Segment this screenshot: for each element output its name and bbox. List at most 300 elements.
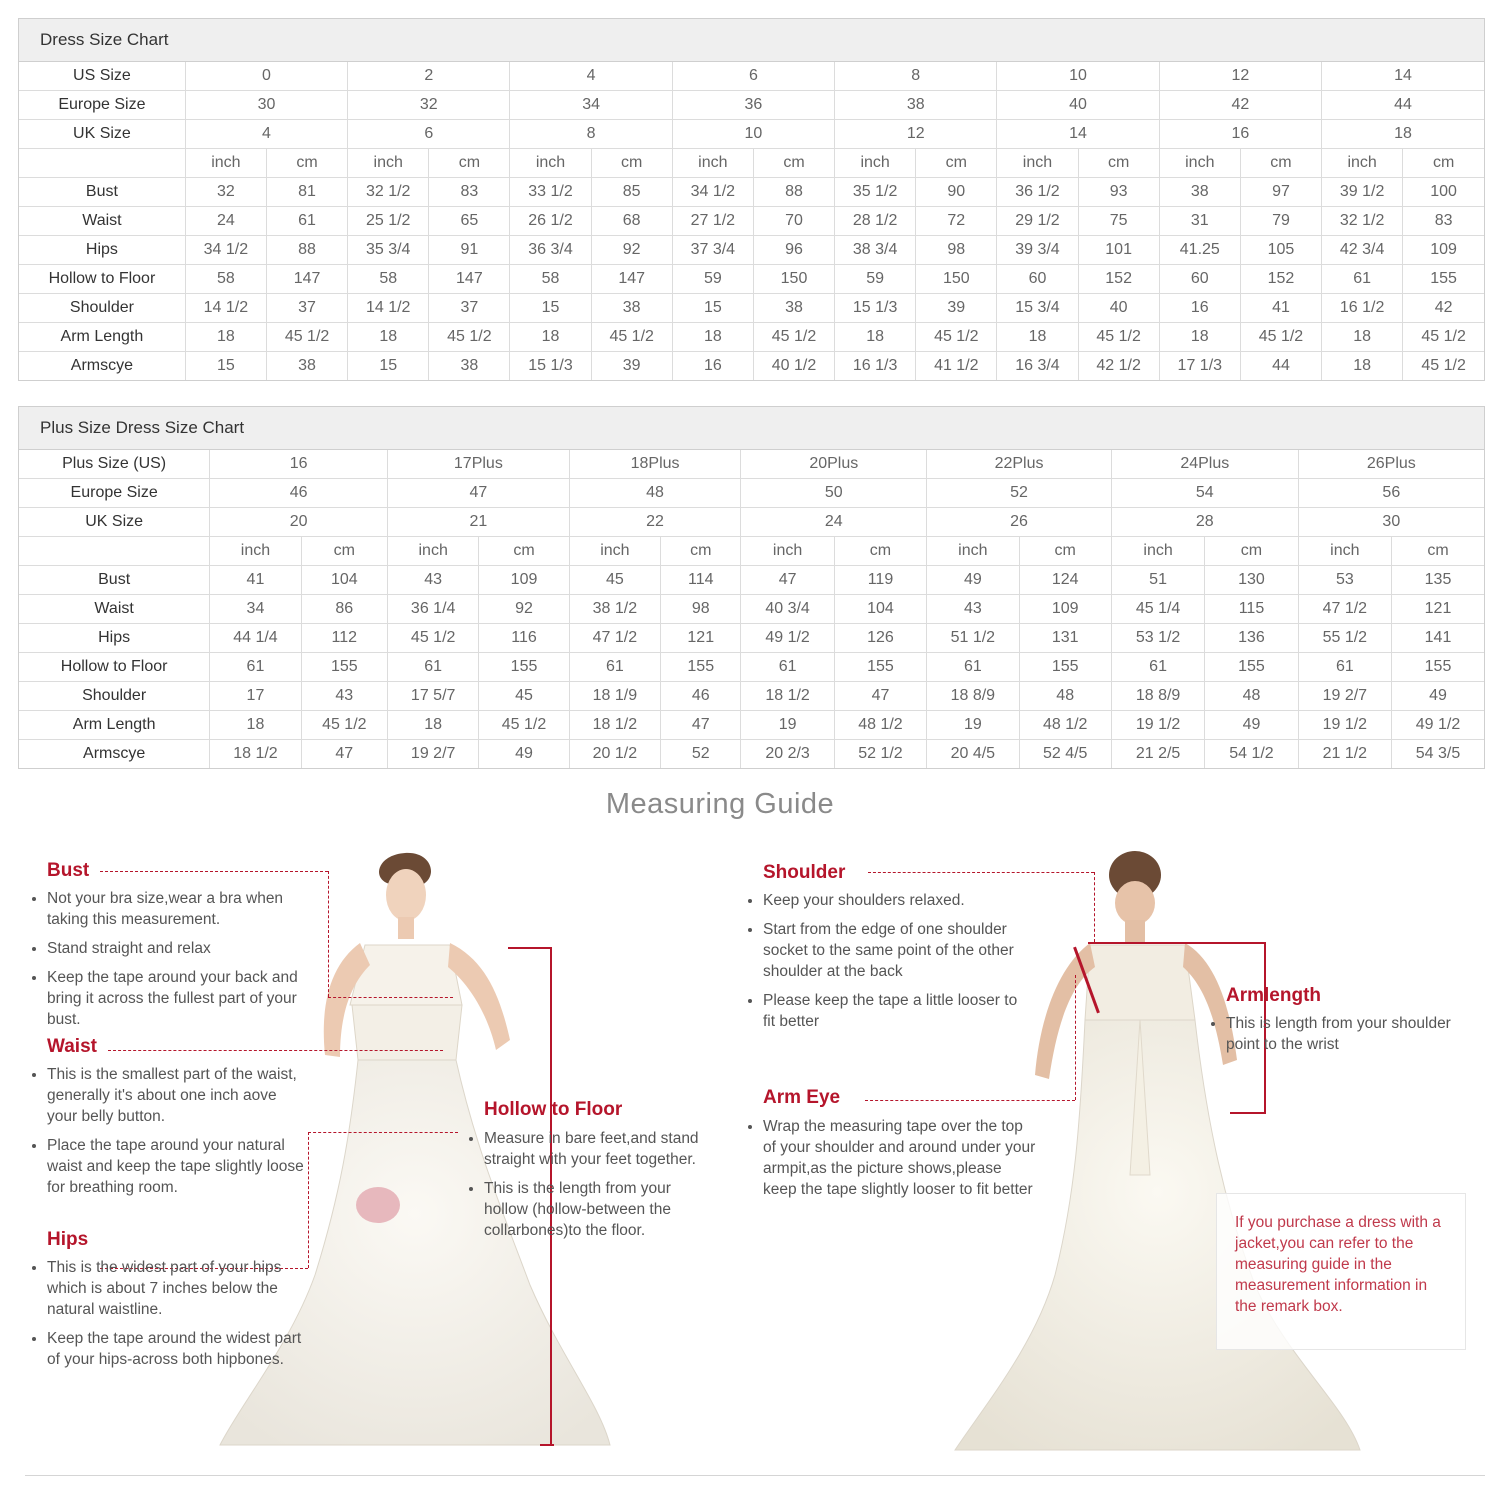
measure-cell: 48	[1019, 682, 1111, 711]
table-row	[19, 120, 1484, 149]
row-label: Hips	[19, 624, 210, 653]
measure-cell: 47 1/2	[1298, 595, 1391, 624]
measure-cell: 52	[661, 740, 741, 769]
guide-point: • This is the length from your hollow (hollow-between the collarbones)to the floor.	[484, 1178, 709, 1241]
measure-cell: 155	[834, 653, 926, 682]
measure-cell: 51 1/2	[927, 624, 1019, 653]
measure-cell: 18 1/2	[569, 711, 660, 740]
table-row	[19, 508, 1484, 537]
measure-cell: 115	[1205, 595, 1298, 624]
waist-title: Waist	[47, 1036, 97, 1057]
hollow-to-floor-bottom-tick	[540, 1444, 554, 1446]
row-label: Hips	[19, 236, 185, 265]
measure-cell: 15	[510, 294, 591, 323]
unit-cell: inch	[1322, 149, 1403, 178]
measure-cell: 19 1/2	[1111, 711, 1204, 740]
measure-cell: 121	[1392, 595, 1484, 624]
measure-cell: 54 3/5	[1392, 740, 1484, 769]
measure-cell: 18 1/2	[210, 740, 301, 769]
measure-cell: 45 1/2	[429, 323, 510, 352]
size-cell: 14	[997, 120, 1159, 149]
measure-cell: 109	[1403, 236, 1484, 265]
measure-cell: 39	[591, 352, 672, 381]
measure-cell: 14 1/2	[348, 294, 429, 323]
measure-cell: 45	[569, 566, 660, 595]
size-cell: 8	[835, 62, 997, 91]
measure-cell: 15 1/3	[510, 352, 591, 381]
table-row	[19, 236, 1484, 265]
measure-cell: 45 1/4	[1111, 595, 1204, 624]
measure-cell: 93	[1078, 178, 1159, 207]
measure-cell: 65	[429, 207, 510, 236]
measure-cell: 98	[916, 236, 997, 265]
hips-measure-line	[308, 1132, 458, 1133]
size-table	[19, 62, 1484, 380]
measure-cell: 48 1/2	[1019, 711, 1111, 740]
measure-cell: 33 1/2	[510, 178, 591, 207]
measure-cell: 61	[210, 653, 301, 682]
measure-cell: 38	[429, 352, 510, 381]
row-label: Hollow to Floor	[19, 265, 185, 294]
measure-cell: 38	[753, 294, 834, 323]
size-cell: 14	[1322, 62, 1484, 91]
measure-cell: 43	[301, 682, 387, 711]
remark-text: If you purchase a dress with a jacket,you can refer to the measuring guide in the measurement information in the remark box.	[1235, 1214, 1441, 1315]
measure-cell: 26 1/2	[510, 207, 591, 236]
measure-cell: 52 1/2	[834, 740, 926, 769]
row-label: Waist	[19, 595, 210, 624]
size-cell: 28	[1111, 508, 1298, 537]
table-row	[19, 740, 1484, 769]
armlength-top-tick	[1200, 942, 1266, 944]
measure-cell: 88	[753, 178, 834, 207]
measure-cell: 112	[301, 624, 387, 653]
measure-cell: 96	[753, 236, 834, 265]
measure-cell: 61	[266, 207, 347, 236]
guide-point: • Keep the tape around the widest part of your hips-across both hipbones.	[47, 1328, 312, 1370]
measure-cell: 92	[479, 595, 569, 624]
row-label: Plus Size (US)	[19, 450, 210, 479]
unit-row	[19, 537, 1484, 566]
measure-cell: 136	[1205, 624, 1298, 653]
guide-point: • Start from the edge of one shoulder socket to the same point of the other shoulder at the back	[763, 919, 1033, 982]
measure-cell: 20 2/3	[741, 740, 834, 769]
measure-cell: 155	[1403, 265, 1484, 294]
row-label: Waist	[19, 207, 185, 236]
guide-point: • This is the widest part of your hips which is about 7 inches below the natural waistline.	[47, 1257, 312, 1320]
measure-cell: 15 3/4	[997, 294, 1078, 323]
table-row	[19, 479, 1484, 508]
unit-cell: inch	[348, 149, 429, 178]
measure-cell: 79	[1240, 207, 1321, 236]
measure-cell: 41.25	[1159, 236, 1240, 265]
size-cell: 21	[387, 508, 569, 537]
bust-leader	[100, 871, 328, 872]
size-cell: 4	[185, 120, 347, 149]
measure-cell: 36 1/2	[997, 178, 1078, 207]
unit-cell: cm	[1240, 149, 1321, 178]
size-cell: 47	[387, 479, 569, 508]
size-cell: 36	[672, 91, 834, 120]
size-cell: 26Plus	[1298, 450, 1484, 479]
measure-cell: 34 1/2	[672, 178, 753, 207]
measure-cell: 45 1/2	[479, 711, 569, 740]
measure-cell: 18 8/9	[1111, 682, 1204, 711]
size-cell: 50	[741, 479, 927, 508]
row-label	[19, 537, 210, 566]
measure-cell: 37 3/4	[672, 236, 753, 265]
measure-cell: 155	[479, 653, 569, 682]
size-cell: 20Plus	[741, 450, 927, 479]
measure-cell: 45 1/2	[1240, 323, 1321, 352]
measure-cell: 18	[185, 323, 266, 352]
measure-cell: 39 3/4	[997, 236, 1078, 265]
waist-points	[29, 1064, 307, 1206]
measure-cell: 16 1/3	[835, 352, 916, 381]
measure-cell: 19	[741, 711, 834, 740]
measure-cell: 155	[661, 653, 741, 682]
measure-cell: 101	[1078, 236, 1159, 265]
measure-cell: 32 1/2	[1322, 207, 1403, 236]
measure-cell: 28 1/2	[835, 207, 916, 236]
measure-cell: 44 1/4	[210, 624, 301, 653]
bust-points	[29, 888, 307, 1038]
measure-cell: 155	[1205, 653, 1298, 682]
size-cell: 32	[348, 91, 510, 120]
plus-size-chart	[18, 406, 1485, 769]
measure-cell: 37	[429, 294, 510, 323]
measure-cell: 45 1/2	[387, 624, 478, 653]
measure-cell: 60	[997, 265, 1078, 294]
guide-point: • Measure in bare feet,and stand straight with your feet together.	[484, 1128, 709, 1170]
measure-cell: 17 1/3	[1159, 352, 1240, 381]
size-cell: 8	[510, 120, 672, 149]
measure-cell: 45 1/2	[1078, 323, 1159, 352]
measure-cell: 45 1/2	[753, 323, 834, 352]
measure-cell: 49	[927, 566, 1019, 595]
measure-cell: 15	[348, 352, 429, 381]
measure-cell: 16 3/4	[997, 352, 1078, 381]
row-label: Hollow to Floor	[19, 653, 210, 682]
measure-cell: 40	[1078, 294, 1159, 323]
table-row	[19, 566, 1484, 595]
measure-cell: 45 1/2	[266, 323, 347, 352]
table-row	[19, 294, 1484, 323]
bust-title: Bust	[47, 860, 90, 881]
measure-cell: 35 3/4	[348, 236, 429, 265]
unit-cell: cm	[661, 537, 741, 566]
measure-cell: 48 1/2	[834, 711, 926, 740]
waist-leader	[108, 1050, 443, 1051]
unit-row	[19, 149, 1484, 178]
measure-cell: 47	[741, 566, 834, 595]
measure-cell: 47 1/2	[569, 624, 660, 653]
size-cell: 54	[1111, 479, 1298, 508]
shoulder-leader	[868, 872, 1094, 873]
measure-cell: 49	[1205, 711, 1298, 740]
measure-cell: 152	[1078, 265, 1159, 294]
measure-cell: 45 1/2	[301, 711, 387, 740]
measure-cell: 19 2/7	[1298, 682, 1391, 711]
size-cell: 44	[1322, 91, 1484, 120]
shoulder-leader-vertical	[1094, 872, 1095, 942]
table-row	[19, 624, 1484, 653]
measure-cell: 48	[1205, 682, 1298, 711]
measure-cell: 126	[834, 624, 926, 653]
table-row	[19, 352, 1484, 381]
measure-cell: 155	[1392, 653, 1484, 682]
unit-cell: inch	[1111, 537, 1204, 566]
measure-cell: 83	[429, 178, 510, 207]
measure-cell: 34	[210, 595, 301, 624]
chart-title: Plus Size Dress Size Chart	[19, 407, 1484, 450]
shoulder-points	[745, 890, 1033, 1040]
measure-cell: 58	[185, 265, 266, 294]
measure-cell: 19 2/7	[387, 740, 478, 769]
measure-cell: 15	[672, 294, 753, 323]
table-row	[19, 323, 1484, 352]
measure-cell: 20 4/5	[927, 740, 1019, 769]
measure-cell: 124	[1019, 566, 1111, 595]
measure-cell: 16	[672, 352, 753, 381]
unit-cell: cm	[1205, 537, 1298, 566]
armlength-title: Armlength	[1226, 985, 1321, 1006]
measure-cell: 121	[661, 624, 741, 653]
measure-cell: 18	[1159, 323, 1240, 352]
size-cell: 46	[210, 479, 388, 508]
measure-cell: 18	[997, 323, 1078, 352]
measure-cell: 150	[753, 265, 834, 294]
measure-cell: 44	[1240, 352, 1321, 381]
measure-cell: 18	[210, 711, 301, 740]
measure-cell: 91	[429, 236, 510, 265]
measure-cell: 52 4/5	[1019, 740, 1111, 769]
row-label: Shoulder	[19, 294, 185, 323]
measure-cell: 61	[387, 653, 478, 682]
size-cell: 26	[927, 508, 1112, 537]
measure-cell: 97	[1240, 178, 1321, 207]
unit-cell: cm	[301, 537, 387, 566]
measure-cell: 61	[927, 653, 1019, 682]
measure-cell: 60	[1159, 265, 1240, 294]
measure-cell: 18 1/9	[569, 682, 660, 711]
size-cell: 12	[835, 120, 997, 149]
measure-cell: 130	[1205, 566, 1298, 595]
measure-cell: 49	[1392, 682, 1484, 711]
measure-cell: 104	[834, 595, 926, 624]
measure-cell: 61	[741, 653, 834, 682]
measure-cell: 17	[210, 682, 301, 711]
unit-cell: inch	[1159, 149, 1240, 178]
measure-cell: 88	[266, 236, 347, 265]
measure-cell: 100	[1403, 178, 1484, 207]
size-cell: 0	[185, 62, 347, 91]
size-cell: 4	[510, 62, 672, 91]
measure-cell: 152	[1240, 265, 1321, 294]
measure-cell: 81	[266, 178, 347, 207]
measure-cell: 155	[1019, 653, 1111, 682]
size-cell: 40	[997, 91, 1159, 120]
size-cell: 56	[1298, 479, 1484, 508]
measure-cell: 37	[266, 294, 347, 323]
measure-cell: 36 3/4	[510, 236, 591, 265]
size-cell: 12	[1159, 62, 1321, 91]
hips-points	[29, 1257, 312, 1378]
size-cell: 42	[1159, 91, 1321, 120]
table-row	[19, 265, 1484, 294]
chart-title: Dress Size Chart	[19, 19, 1484, 62]
measure-cell: 18	[1322, 352, 1403, 381]
measure-cell: 40 1/2	[753, 352, 834, 381]
size-cell: 34	[510, 91, 672, 120]
guide-point: • This is the smallest part of the waist, generally it's about one inch aove your belly button.	[47, 1064, 307, 1127]
row-label: US Size	[19, 62, 185, 91]
measure-cell: 61	[569, 653, 660, 682]
size-cell: 16	[1159, 120, 1321, 149]
row-label: Arm Length	[19, 323, 185, 352]
unit-cell: inch	[997, 149, 1078, 178]
measure-cell: 109	[1019, 595, 1111, 624]
arm-eye-points	[745, 1116, 1038, 1208]
unit-cell: cm	[916, 149, 997, 178]
measure-cell: 147	[591, 265, 672, 294]
size-cell: 22	[569, 508, 741, 537]
measure-cell: 18 1/2	[741, 682, 834, 711]
measure-cell: 38 3/4	[835, 236, 916, 265]
measure-cell: 59	[672, 265, 753, 294]
measure-cell: 18	[1322, 323, 1403, 352]
table-row	[19, 207, 1484, 236]
table-row	[19, 178, 1484, 207]
measure-cell: 19	[927, 711, 1019, 740]
measure-cell: 18	[348, 323, 429, 352]
row-label: Europe Size	[19, 91, 185, 120]
measure-cell: 34 1/2	[185, 236, 266, 265]
unit-cell: cm	[591, 149, 672, 178]
measure-cell: 75	[1078, 207, 1159, 236]
measure-cell: 32	[185, 178, 266, 207]
table-row	[19, 711, 1484, 740]
row-label: Arm Length	[19, 711, 210, 740]
measure-cell: 15 1/3	[835, 294, 916, 323]
measure-cell: 72	[916, 207, 997, 236]
shoulder-measure-line	[1088, 942, 1204, 944]
measure-cell: 42 1/2	[1078, 352, 1159, 381]
measure-cell: 43	[387, 566, 478, 595]
unit-cell: cm	[479, 537, 569, 566]
hips-title: Hips	[47, 1229, 89, 1250]
measure-cell: 61	[1298, 653, 1391, 682]
measure-cell: 16 1/2	[1322, 294, 1403, 323]
measure-cell: 27 1/2	[672, 207, 753, 236]
measure-cell: 68	[591, 207, 672, 236]
unit-cell: cm	[1403, 149, 1484, 178]
armlength-bottom-tick	[1230, 1112, 1266, 1114]
size-table	[19, 450, 1484, 768]
measure-cell: 18	[510, 323, 591, 352]
measure-cell: 92	[591, 236, 672, 265]
measure-cell: 86	[301, 595, 387, 624]
size-cell: 48	[569, 479, 741, 508]
guide-point: • Wrap the measuring tape over the top of your shoulder and around under your armpit,as the picture shows,please keep the tape slightly looser to fit better	[763, 1116, 1038, 1200]
size-cell: 30	[1298, 508, 1484, 537]
measure-cell: 147	[429, 265, 510, 294]
measure-cell: 141	[1392, 624, 1484, 653]
guide-point: • Keep your shoulders relaxed.	[763, 890, 1033, 911]
hollow-to-floor-points	[466, 1128, 709, 1249]
guide-point: • Please keep the tape a little looser to fit better	[763, 990, 1033, 1032]
unit-cell: inch	[1298, 537, 1391, 566]
measure-cell: 20 1/2	[569, 740, 660, 769]
table-row	[19, 450, 1484, 479]
measure-cell: 43	[927, 595, 1019, 624]
measure-cell: 59	[835, 265, 916, 294]
size-cell: 24Plus	[1111, 450, 1298, 479]
measure-cell: 147	[266, 265, 347, 294]
measure-cell: 45	[479, 682, 569, 711]
measure-cell: 46	[661, 682, 741, 711]
guide-point: • Keep the tape around your back and bring it across the fullest part of your bust.	[47, 967, 307, 1030]
bottom-divider	[25, 1475, 1485, 1476]
table-row	[19, 62, 1484, 91]
measure-cell: 16	[1159, 294, 1240, 323]
measure-cell: 58	[510, 265, 591, 294]
size-cell: 16	[210, 450, 388, 479]
hollow-to-floor-title: Hollow to Floor	[484, 1099, 623, 1120]
measure-cell: 58	[348, 265, 429, 294]
measure-cell: 18	[672, 323, 753, 352]
measure-cell: 38	[1159, 178, 1240, 207]
measure-cell: 32 1/2	[348, 178, 429, 207]
size-cell: 24	[741, 508, 927, 537]
measure-cell: 45 1/2	[916, 323, 997, 352]
size-cell: 38	[835, 91, 997, 120]
measure-cell: 42	[1403, 294, 1484, 323]
measure-cell: 85	[591, 178, 672, 207]
guide-point: • Not your bra size,wear a bra when taking this measurement.	[47, 888, 307, 930]
measure-cell: 83	[1403, 207, 1484, 236]
measure-cell: 38	[266, 352, 347, 381]
row-label: Shoulder	[19, 682, 210, 711]
measure-cell: 47	[301, 740, 387, 769]
measure-cell: 70	[753, 207, 834, 236]
measure-cell: 61	[1111, 653, 1204, 682]
measure-cell: 31	[1159, 207, 1240, 236]
measure-cell: 47	[834, 682, 926, 711]
measure-cell: 36 1/4	[387, 595, 478, 624]
table-row	[19, 682, 1484, 711]
measure-cell: 150	[916, 265, 997, 294]
table-row	[19, 595, 1484, 624]
measure-cell: 49	[479, 740, 569, 769]
shoulder-title: Shoulder	[763, 862, 846, 883]
row-label: Bust	[19, 178, 185, 207]
row-label: Europe Size	[19, 479, 210, 508]
unit-cell: cm	[266, 149, 347, 178]
measure-cell: 14 1/2	[185, 294, 266, 323]
unit-cell: inch	[741, 537, 834, 566]
size-cell: 2	[348, 62, 510, 91]
measure-cell: 104	[301, 566, 387, 595]
size-cell: 18Plus	[569, 450, 741, 479]
unit-cell: inch	[210, 537, 301, 566]
hips-leader-vertical	[308, 1132, 309, 1268]
measure-cell: 18	[387, 711, 478, 740]
measure-cell: 21 1/2	[1298, 740, 1391, 769]
measure-cell: 24	[185, 207, 266, 236]
row-label: UK Size	[19, 120, 185, 149]
measure-cell: 55 1/2	[1298, 624, 1391, 653]
